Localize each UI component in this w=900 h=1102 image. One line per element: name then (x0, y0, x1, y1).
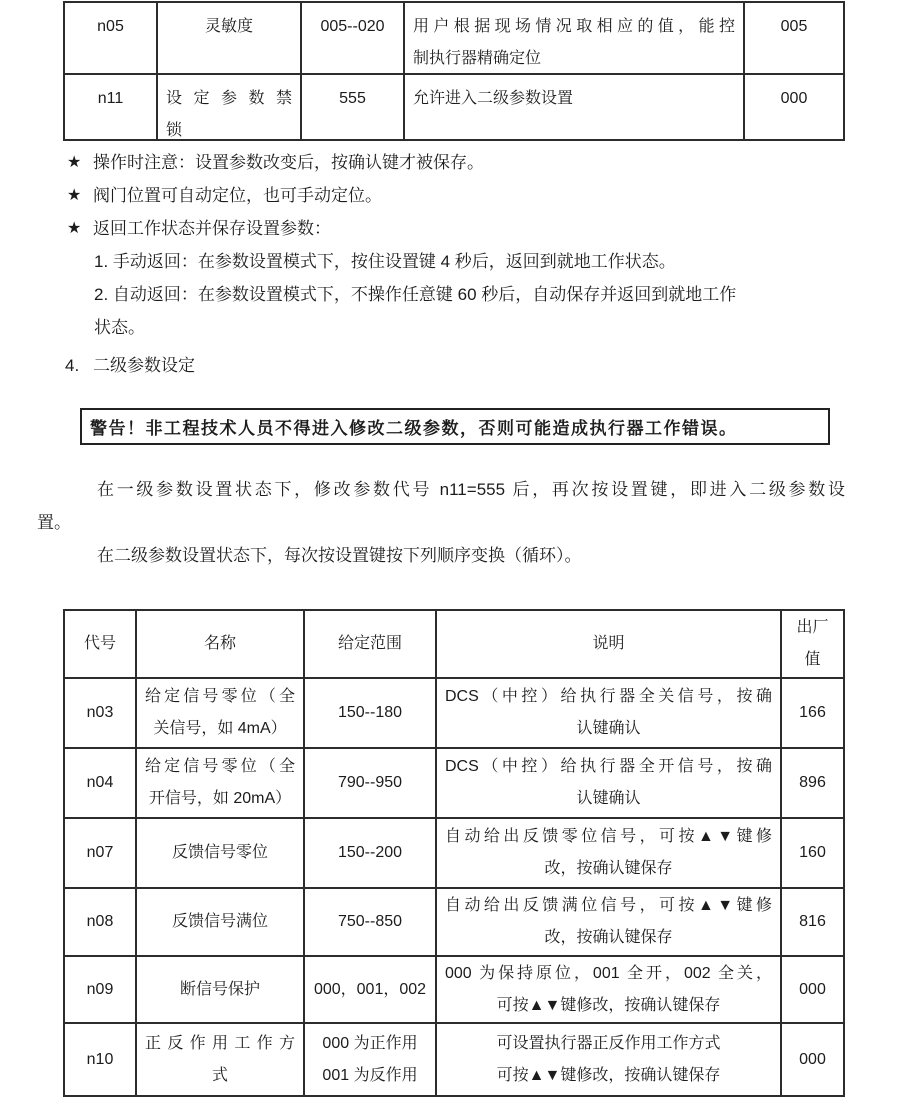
table-row (64, 748, 844, 818)
header-label: 给定范围 (337, 635, 402, 652)
param-desc-line: DCS（中控）给执行器全关信号，按确 (445, 688, 772, 705)
cell-factory (781, 956, 844, 1023)
cell-desc (404, 2, 744, 74)
cell-desc (436, 748, 781, 818)
param-desc-line: 自动给出反馈零位信号，可按▲▼键修 (445, 828, 772, 845)
param-desc-line: 可设置执行器正反作用工作方式 (496, 1034, 721, 1052)
param-name-line: 给定信号零位（全 (145, 758, 295, 775)
param-name-line: 关信号，如 4mA） (153, 720, 287, 737)
param-range: 005--020 (320, 18, 385, 35)
cell-code (64, 748, 136, 818)
cell-code (64, 2, 157, 74)
star-bullet-icon: ★ (67, 187, 82, 204)
table-row (64, 888, 844, 956)
table-row (64, 1023, 844, 1096)
warning-box (80, 408, 830, 445)
param-name: 灵敏度 (204, 18, 253, 35)
cell-name (136, 1023, 304, 1096)
second-level-param-table (63, 609, 845, 1097)
cell-factory (744, 2, 844, 74)
factory-value: 816 (799, 913, 826, 930)
param-code: n11 (97, 90, 124, 107)
param-desc-line: 用户根据现场情况取相应的值，能控 (413, 18, 735, 35)
note-line (63, 146, 863, 179)
cell-range (304, 678, 436, 748)
cell-name (136, 956, 304, 1023)
cell-code (64, 678, 136, 748)
param-desc-line: DCS（中控）给执行器全开信号，按确 (445, 758, 772, 775)
cell-desc (404, 74, 744, 140)
paragraph-line: 在二级参数设置状态下，每次按设置键按下列顺序变换（循环）。 (97, 546, 582, 565)
factory-value: 160 (799, 844, 826, 861)
star-bullet-icon: ★ (67, 154, 82, 171)
note-text: 阀门位置可自动定位，也可手动定位。 (93, 186, 382, 205)
param-code: n10 (86, 1050, 114, 1068)
param-range: 790--950 (337, 774, 403, 791)
param-range: 150--180 (337, 704, 403, 721)
param-name-line: 反馈信号零位 (171, 844, 268, 861)
cell-range (301, 74, 404, 140)
param-range: 555 (339, 90, 366, 107)
paragraph-line: 在一级参数设置状态下，修改参数代号 n11=555 后，再次按设置键，即进入二级参数设 (97, 480, 845, 499)
header-label: 代号 (83, 635, 116, 652)
cell-desc (436, 818, 781, 888)
cell-name (157, 74, 301, 140)
auto-return-item-continuation: 状态。 (94, 318, 145, 337)
param-desc-line: 制执行器精确定位 (413, 50, 542, 67)
factory-value: 000 (799, 1050, 826, 1068)
cell-range (304, 818, 436, 888)
header-label: 出厂 (796, 619, 829, 636)
cell-range (304, 956, 436, 1023)
intro-paragraphs (37, 473, 845, 572)
table-header-row (64, 610, 844, 678)
cell-factory (781, 678, 844, 748)
cell-factory (781, 1023, 844, 1096)
param-range: 750--850 (337, 913, 403, 930)
cell-name (157, 2, 301, 74)
cell-code (64, 74, 157, 140)
factory-value: 000 (799, 980, 826, 998)
header-range (304, 610, 436, 678)
section-number: 4. (65, 356, 80, 375)
paragraph-line: 置。 (37, 513, 71, 532)
note-line (63, 179, 863, 212)
section-title: 二级参数设定 (93, 356, 195, 375)
header-factory (781, 610, 844, 678)
table-row (64, 818, 844, 888)
param-desc-line: 认键确认 (576, 790, 641, 807)
param-desc-line: 改，按确认键保存 (544, 929, 673, 946)
table-row (64, 74, 844, 140)
param-range-line: 000 为正作用 (322, 1034, 418, 1052)
note-text: 操作时注意：设置参数改变后，按确认键才被保存。 (93, 153, 484, 172)
header-label: 值 (804, 651, 821, 668)
param-name-line: 设定参数禁 (166, 90, 292, 107)
cell-code (64, 888, 136, 956)
cell-name (136, 888, 304, 956)
cell-range (304, 888, 436, 956)
cell-name (136, 818, 304, 888)
cell-desc (436, 678, 781, 748)
param-desc-line: 000 为保持原位，001 全开，002 全关， (445, 964, 772, 982)
param-name-line: 正反作用工作方 (145, 1034, 295, 1052)
param-code: n07 (86, 844, 114, 861)
header-label: 名称 (203, 635, 236, 652)
param-name-line: 反馈信号满位 (171, 913, 268, 930)
factory-value: 166 (799, 704, 826, 721)
param-desc-line: 改，按确认键保存 (544, 860, 673, 877)
table-row (64, 2, 844, 74)
param-range-line: 001 为反作用 (322, 1066, 418, 1084)
cell-range (304, 748, 436, 818)
table-row (64, 956, 844, 1023)
cell-factory (781, 888, 844, 956)
header-code (64, 610, 136, 678)
cell-factory (781, 748, 844, 818)
param-code: n03 (86, 704, 114, 721)
first-level-param-table (63, 1, 845, 141)
cell-code (64, 956, 136, 1023)
param-name-line: 给定信号零位（全 (145, 688, 295, 705)
param-name-line: 开信号，如 20mA） (148, 790, 292, 807)
param-name-line: 锁 (166, 122, 183, 139)
cell-name (136, 678, 304, 748)
factory-value: 896 (799, 774, 826, 791)
star-bullet-icon: ★ (67, 220, 82, 237)
cell-factory (781, 818, 844, 888)
param-name-line: 断信号保护 (179, 980, 260, 998)
cell-code (64, 1023, 136, 1096)
table-row (64, 678, 844, 748)
auto-return-item: 2. 自动返回：在参数设置模式下，不操作任意键 60 秒后，自动保存并返回到就地工作 (94, 285, 737, 304)
header-label: 说明 (592, 635, 625, 652)
param-desc-line: 允许进入二级参数设置 (413, 90, 574, 107)
param-code: n08 (86, 913, 114, 930)
param-desc-line: 可按▲▼键修改，按确认键保存 (496, 996, 721, 1014)
param-name-line: 式 (211, 1066, 228, 1084)
cell-desc (436, 888, 781, 956)
param-range: 000，001，002 (313, 980, 427, 998)
cell-desc (436, 956, 781, 1023)
section-4-heading (63, 349, 863, 382)
notes-block (63, 146, 863, 382)
note-text: 返回工作状态并保存设置参数： (93, 219, 331, 238)
note-line (63, 212, 863, 245)
param-code: n09 (86, 980, 114, 998)
param-desc-line: 自动给出反馈满位信号，可按▲▼键修 (445, 897, 772, 914)
manual-return-item: 1. 手动返回：在参数设置模式下，按住设置键 4 秒后，返回到就地工作状态。 (94, 252, 676, 271)
cell-factory (744, 74, 844, 140)
param-code: n05 (97, 18, 124, 35)
cell-range (301, 2, 404, 74)
cell-desc (436, 1023, 781, 1096)
factory-value: 005 (780, 18, 808, 35)
cell-range (304, 1023, 436, 1096)
cell-name (136, 748, 304, 818)
param-desc-line: 可按▲▼键修改，按确认键保存 (496, 1066, 721, 1084)
factory-value: 000 (780, 90, 808, 107)
cell-code (64, 818, 136, 888)
header-desc (436, 610, 781, 678)
header-name (136, 610, 304, 678)
warning-text: 警告！非工程技术人员不得进入修改二级参数，否则可能造成执行器工作错误。 (90, 419, 738, 438)
param-code: n04 (86, 774, 114, 791)
param-range: 150--200 (337, 844, 403, 861)
param-desc-line: 认键确认 (576, 720, 641, 737)
